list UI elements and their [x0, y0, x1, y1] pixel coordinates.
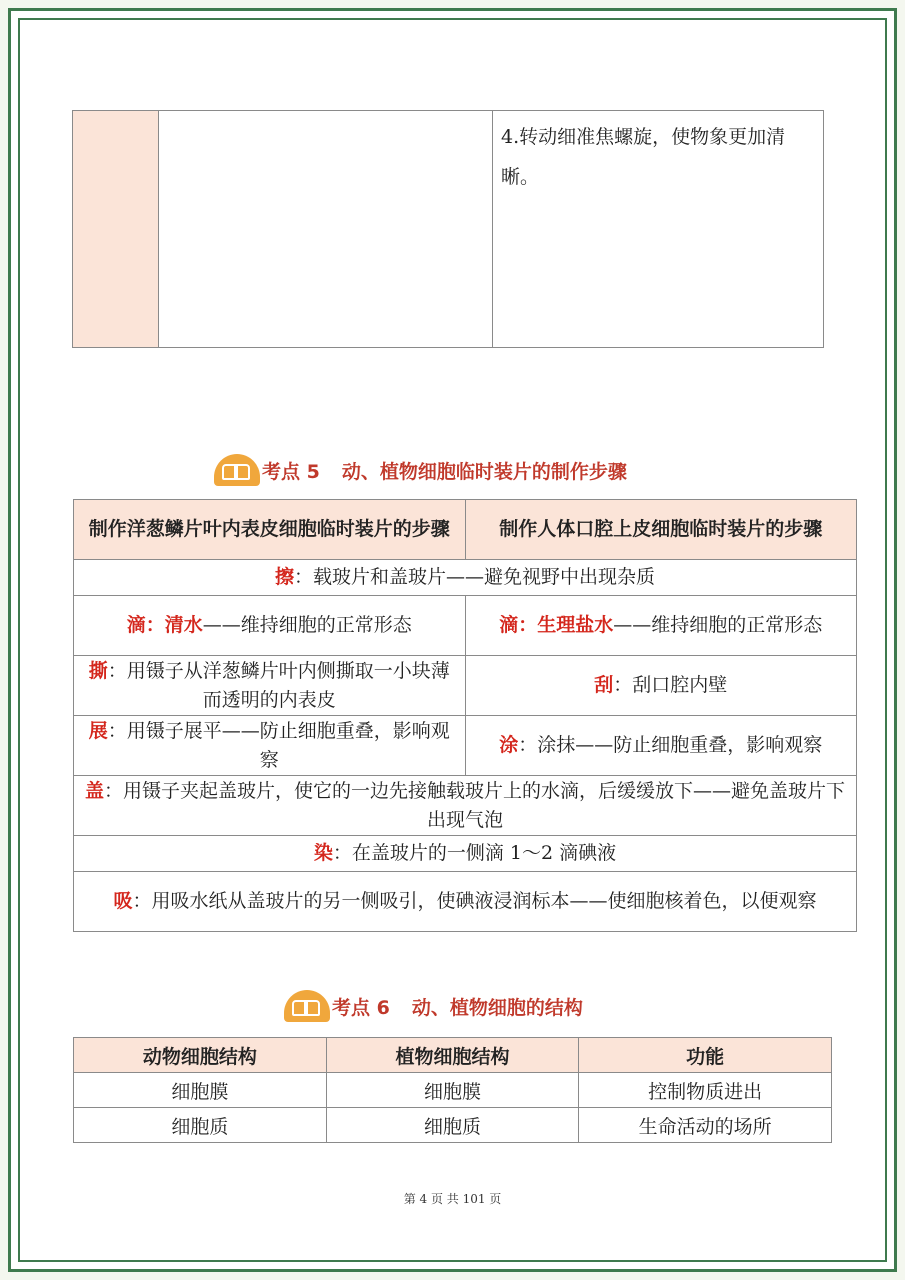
book-icon [284, 990, 330, 1022]
step-tear: 撕：用镊子从洋葱鳞片叶内侧撕取一小块薄而透明的内表皮 [74, 656, 466, 716]
table-header-row [74, 1038, 832, 1073]
table-row [74, 836, 857, 872]
step-spread: 展：用镊子展平——防止细胞重叠，影响观察 [74, 716, 466, 776]
step-scrape: 刮：刮口腔内壁 [465, 656, 857, 716]
step-cover: 盖：用镊子夹起盖玻片，使它的一边先接触载玻片上的水滴，后缓缓放下——避免盖玻片下出现气泡 [74, 776, 857, 836]
book-icon [214, 454, 260, 486]
table-cell: 细胞膜 [74, 1073, 327, 1108]
table-cell: 生命活动的场所 [579, 1108, 832, 1143]
table-row [74, 560, 857, 596]
slide-preparation-table [73, 499, 857, 932]
table-cell [159, 111, 493, 348]
table-cell-label [73, 111, 159, 348]
table-row [74, 656, 857, 716]
table-row [74, 872, 857, 932]
table-row [73, 111, 824, 348]
continuation-table [72, 110, 824, 348]
section-number: 考点 5 [262, 460, 320, 483]
table-row [74, 776, 857, 836]
section-number: 考点 6 [332, 996, 390, 1019]
table-row [74, 716, 857, 776]
table-cell: 细胞质 [326, 1108, 579, 1143]
table-row [74, 1108, 832, 1143]
table-cell-step: 4.转动细准焦螺旋，使物象更加清晰。 [493, 111, 824, 348]
table-cell: 细胞质 [74, 1108, 327, 1143]
column-header-onion: 制作洋葱鳞片叶内表皮细胞临时装片的步骤 [74, 500, 466, 560]
section-title: 动、植物细胞临时装片的制作步骤 [341, 460, 627, 483]
table-cell: 控制物质进出 [579, 1073, 832, 1108]
column-header-cheek: 制作人体口腔上皮细胞临时装片的步骤 [465, 500, 857, 560]
section-title: 动、植物细胞的结构 [411, 996, 583, 1019]
section-5-heading [214, 450, 627, 490]
column-header-animal: 动物细胞结构 [74, 1038, 327, 1073]
table-header-row [74, 500, 857, 560]
column-header-plant: 植物细胞结构 [326, 1038, 579, 1073]
section-6-heading [284, 986, 583, 1026]
page-footer: 第 4 页 共 101 页 [403, 1192, 502, 1206]
table-cell: 细胞膜 [326, 1073, 579, 1108]
cell-structure-table [73, 1037, 832, 1143]
step-smear: 涂：涂抹——防止细胞重叠，影响观察 [465, 716, 857, 776]
step-stain: 染：在盖玻片的一侧滴 1～2 滴碘液 [74, 836, 857, 872]
column-header-function: 功能 [579, 1038, 832, 1073]
step-drop-saline: 滴：生理盐水——维持细胞的正常形态 [465, 596, 857, 656]
step-drop-water: 滴：清水——维持细胞的正常形态 [74, 596, 466, 656]
table-row [74, 596, 857, 656]
step-absorb: 吸：用吸水纸从盖玻片的另一侧吸引，使碘液浸润标本——使细胞核着色，以便观察 [74, 872, 857, 932]
table-row [74, 1073, 832, 1108]
step-wipe: 擦：载玻片和盖玻片——避免视野中出现杂质 [74, 560, 857, 596]
